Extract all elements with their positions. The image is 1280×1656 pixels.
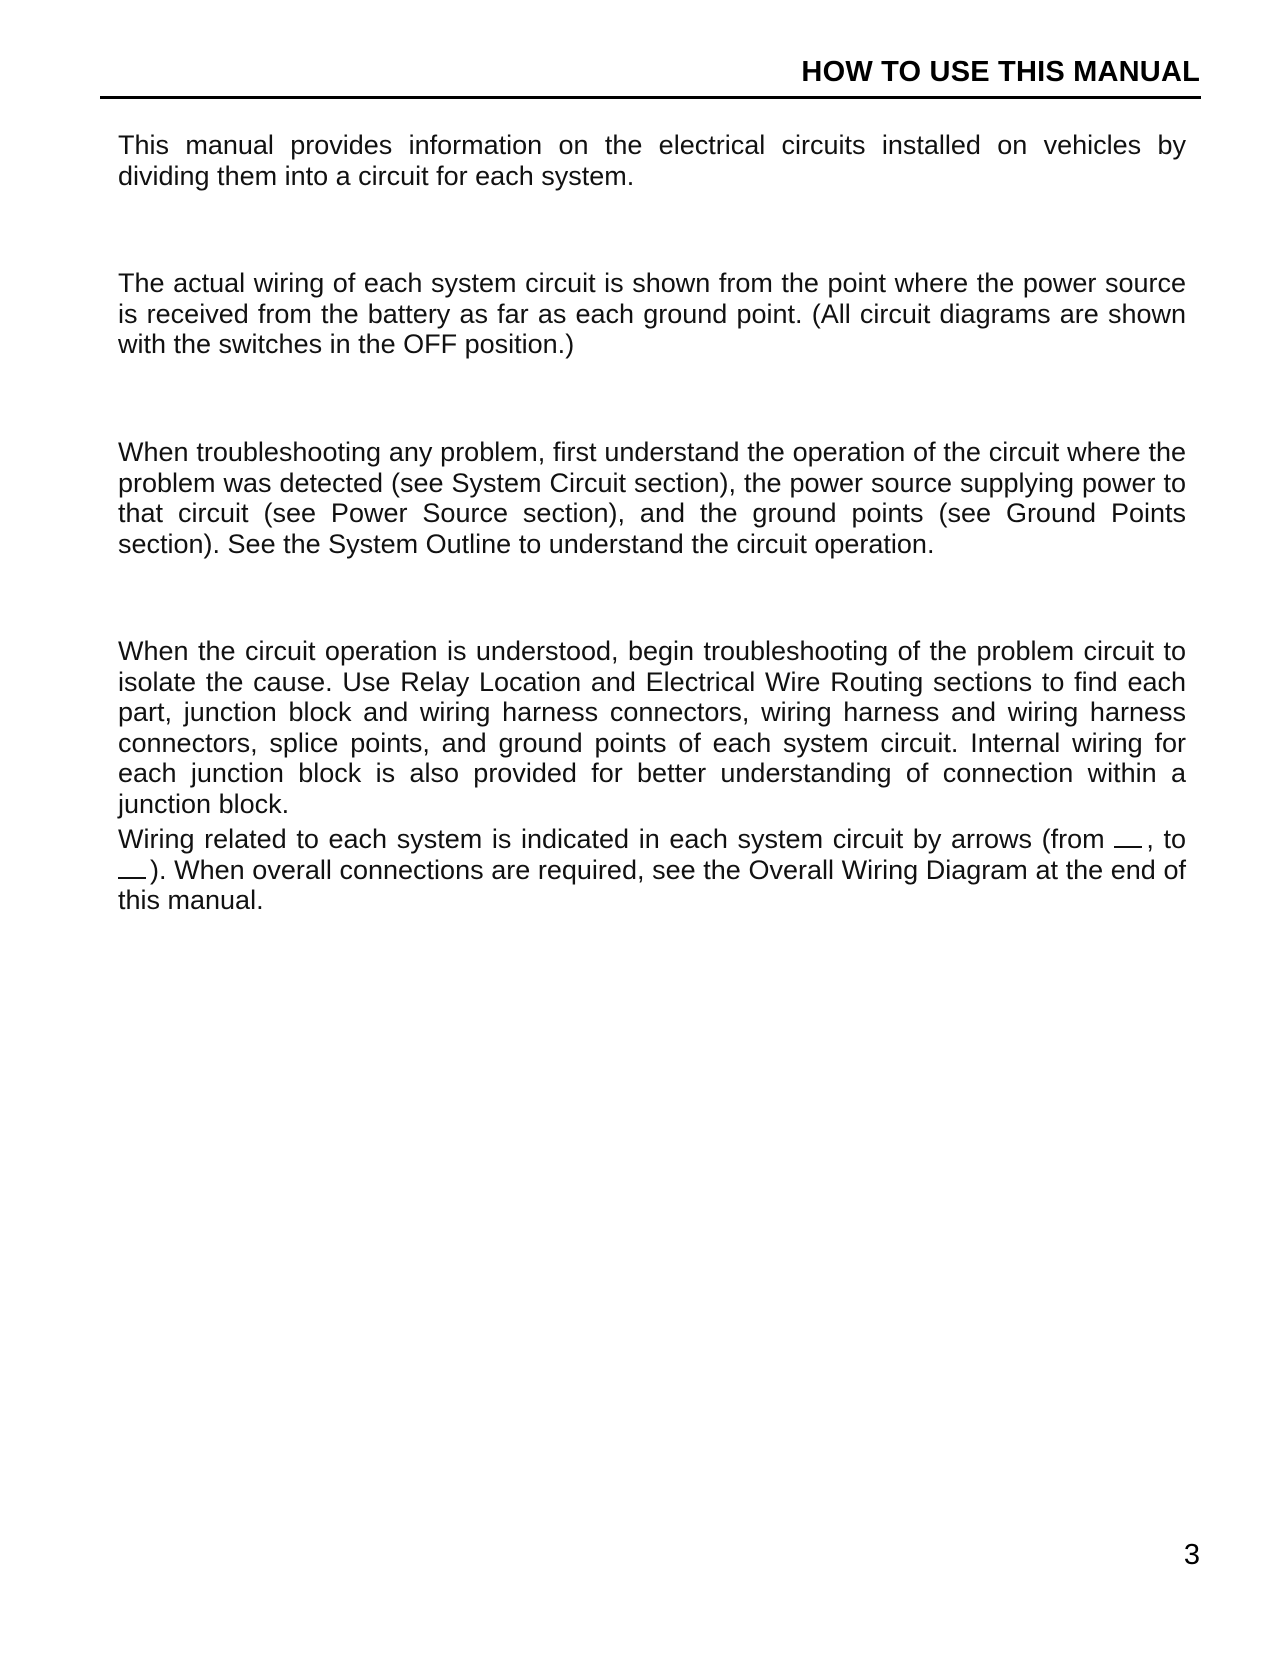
page-number: 3 bbox=[1183, 1539, 1200, 1571]
paragraph-system-wiring-part-c: ). When overall connections are required, see the Overall Wiring Diagram at the end of this manual. bbox=[118, 854, 1186, 915]
header-divider bbox=[100, 96, 1201, 99]
paragraph-intro: This manual provides information on the electrical circuits installed on vehicles by dividing them into a circuit for each system. bbox=[118, 130, 1186, 191]
paragraph-system-wiring bbox=[118, 824, 1186, 916]
arrow-to-blank bbox=[118, 859, 146, 879]
paragraph-system-wiring-part-b: , to bbox=[1146, 824, 1186, 854]
paragraph-wiring: The actual wiring of each system circuit is shown from the point where the power source is received from the battery as far as each ground point. (All circuit diagrams are shown with the switches in the OFF position.) bbox=[118, 268, 1186, 359]
page-header-title: HOW TO USE THIS MANUAL bbox=[801, 56, 1200, 88]
paragraph-system-wiring-part-a: Wiring related to each system is indicated in each system circuit by arrows (from bbox=[118, 824, 1105, 854]
arrow-from-blank bbox=[1114, 828, 1142, 848]
paragraph-circuit-operation: When the circuit operation is understood, begin troubleshooting of the problem circuit to isolate the cause. Use Relay Location and Electrical Wire Routing sections to find each part, junction block and wiring harness connectors, wiring harness and wiring harness connectors, splice points, and ground points of each system circuit. Internal wiring for each junction block is also provided for better understanding of connection within a junction block. bbox=[118, 636, 1186, 819]
paragraph-troubleshooting: When troubleshooting any problem, first understand the operation of the circuit where the problem was detected (see System Circuit section), the power source supplying power to that circuit (see Power Source section), and the ground points (see Ground Points section). See the System Outline to understand the circuit operation. bbox=[118, 437, 1186, 559]
